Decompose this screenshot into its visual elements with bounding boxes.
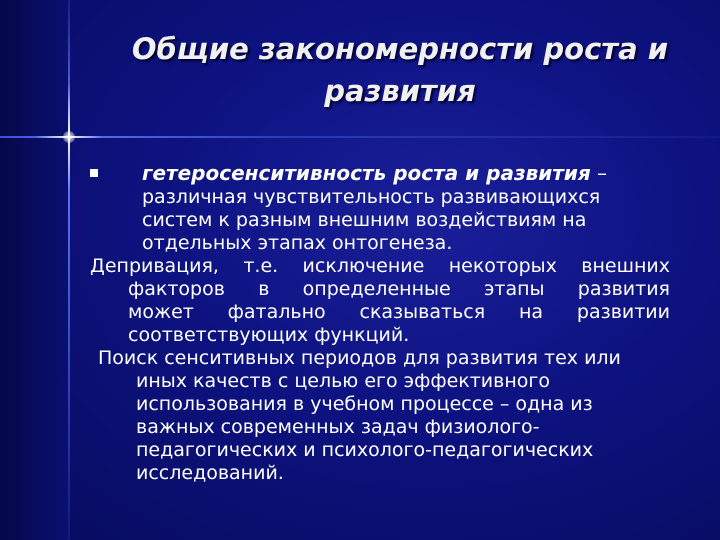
bullet-dash: – xyxy=(590,161,608,185)
left-decor-band xyxy=(0,0,68,540)
bullet-line-3: отдельных этапах онтогенеза. xyxy=(142,232,453,254)
deprivation-line-3: может фатально сказываться на развитии xyxy=(128,301,670,323)
bullet-line-1: различная чувствительность развивающихся xyxy=(142,186,601,208)
deprivation-line-2: факторов в определенные этапы развития xyxy=(128,278,670,300)
deprivation-paragraph xyxy=(90,255,670,347)
bullet-term: гетеросенситивность роста и развития xyxy=(142,161,591,185)
slide-title xyxy=(110,28,690,112)
search-line-3: использования в учебном процессе – одна из xyxy=(136,393,593,415)
search-line-4: важных современных задач физиолого- xyxy=(136,416,540,438)
search-line-1: Поиск сенситивных периодов для развития тех или xyxy=(98,347,621,369)
square-bullet-icon xyxy=(90,169,98,177)
search-line-6: исследований. xyxy=(136,462,284,484)
deprivation-line-1: Депривация, т.е. исключение некоторых внешних xyxy=(90,255,670,277)
search-paragraph xyxy=(90,347,670,485)
bullet-paragraph xyxy=(90,160,670,255)
search-line-5: педагогических и психолого-педагогических xyxy=(136,439,594,461)
search-line-2: иных качеств с целью его эффективного xyxy=(136,370,551,392)
title-line-2: развития xyxy=(324,74,476,108)
title-line-1: Общие закономерности роста и xyxy=(131,32,669,66)
bullet-line-2: систем к разным внешним воздействиям на xyxy=(142,209,587,231)
slide-body xyxy=(90,160,670,485)
deprivation-line-4: соответствующих функций. xyxy=(128,324,410,346)
horizontal-decor-line xyxy=(0,136,720,138)
vertical-decor-line xyxy=(68,0,70,540)
